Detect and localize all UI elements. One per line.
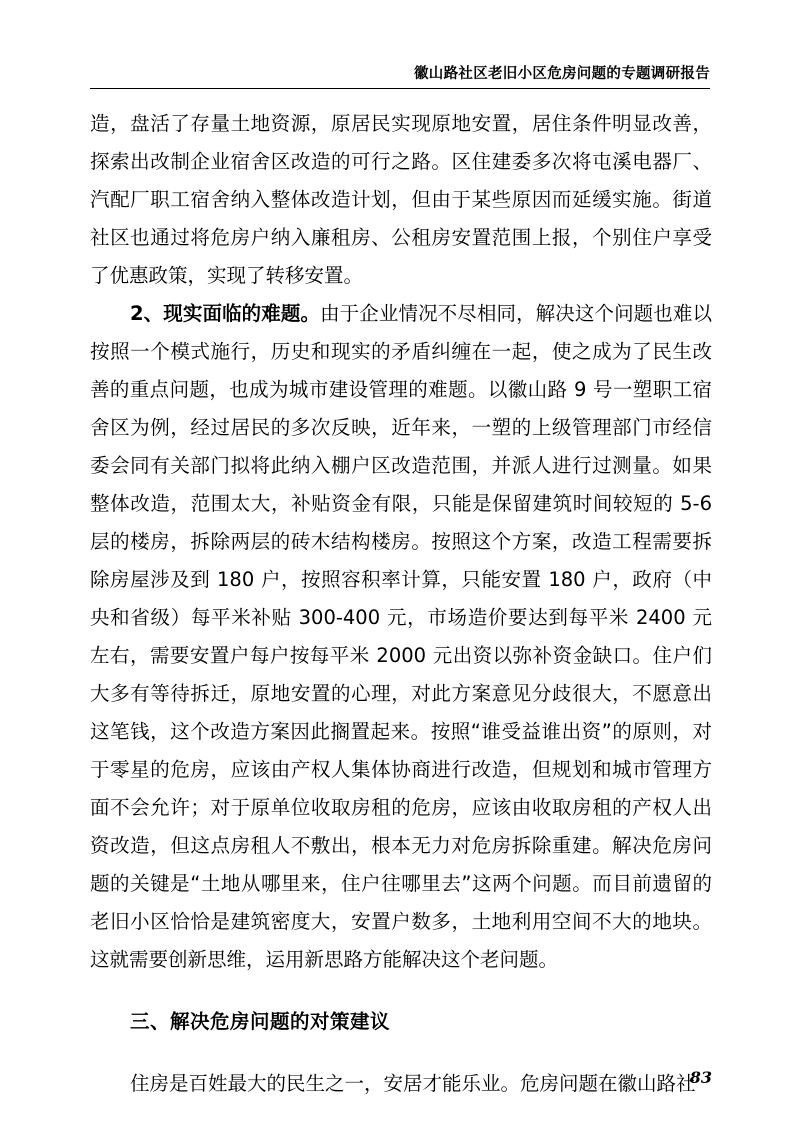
section-spacer-top: [90, 979, 712, 1003]
paragraph-closing: 住房是百姓最大的民生之一，安居才能乐业。危房问题在徽山路社: [130, 1072, 696, 1095]
paragraph-continued: 造，盘活了存量土地资源，原居民实现原地安置，居住条件明显改善，探索出改制企业宿舍区改造的可行之路。区住建委多次将屯溪电器厂、汽配厂职工宿舍纳入整体改造计划，但由于某些原因而延缓实施。街道社区也通过将危房户纳入廉租房、公租房安置范围上报，个别住户享受了优惠政策，实现了转移安置。: [90, 112, 712, 287]
section-heading-three: 三、解决危房问题的对策建议: [130, 1010, 391, 1033]
paragraph-difficulties-text: 由于企业情况不尽相同，解决这个问题也难以按照一个模式施行，历史和现实的矛盾纠缠在一起，使之成为了民生改善的重点问题，也成为城市建设管理的难题。以徽山路 9 号一塑职工宿舍区为例，经过居民的多次反映，近年来，一塑的上级管理部门市经信委会同有关部门拟将此纳入棚户区改造范围，并派人进行过测量。如果整体改造，范围太大，补贴资金有限，只能是保留建筑时间较短的 5-6 层的楼房，拆除两层的砖木结构楼房。按照这个方案，改造工程需要拆除房屋涉及到 180 户，按照容积率计算，只能安置 180 户，政府（中央和省级）每平米补贴 300-400 元，市场造价要达到每平米 2400 元左右，需要安置户每户按每平米 2000 元出资以弥补资金缺口。住户们大多有等待拆迁，原地安置的心理，对此方案意见分歧很大，不愿意出这笔钱，这个改造方案因此搁置起来。按照“谁受益谁出资”的原则，对于零星的危房，应该由产权人集体协商进行改造，但规划和城市管理方面不会允许；对于原单位收取房租的危房，应该由收取房租的产权人出资改造，但这点房租人不敷出，根本无力对危房拆除重建。解决危房问题的关键是“土地从哪里来，住户往哪里去”这两个问题。而目前遗留的老旧小区恰恰是建筑密度大，安置户数多，土地利用空间不大的地块。这就需要创新思维，运用新思路方能解决这个老问题。: [90, 302, 712, 971]
section-spacer-bottom: [90, 1041, 712, 1065]
header-divider: [90, 88, 710, 89]
document-body: [90, 105, 712, 1103]
paragraph-lead-label: 2、现实面临的难题。: [130, 302, 321, 325]
page-number: 83: [689, 1068, 712, 1087]
paragraph-difficulties: [90, 295, 712, 979]
page-header-title: 徽山路社区老旧小区危房问题的专题调研报告: [414, 66, 710, 82]
